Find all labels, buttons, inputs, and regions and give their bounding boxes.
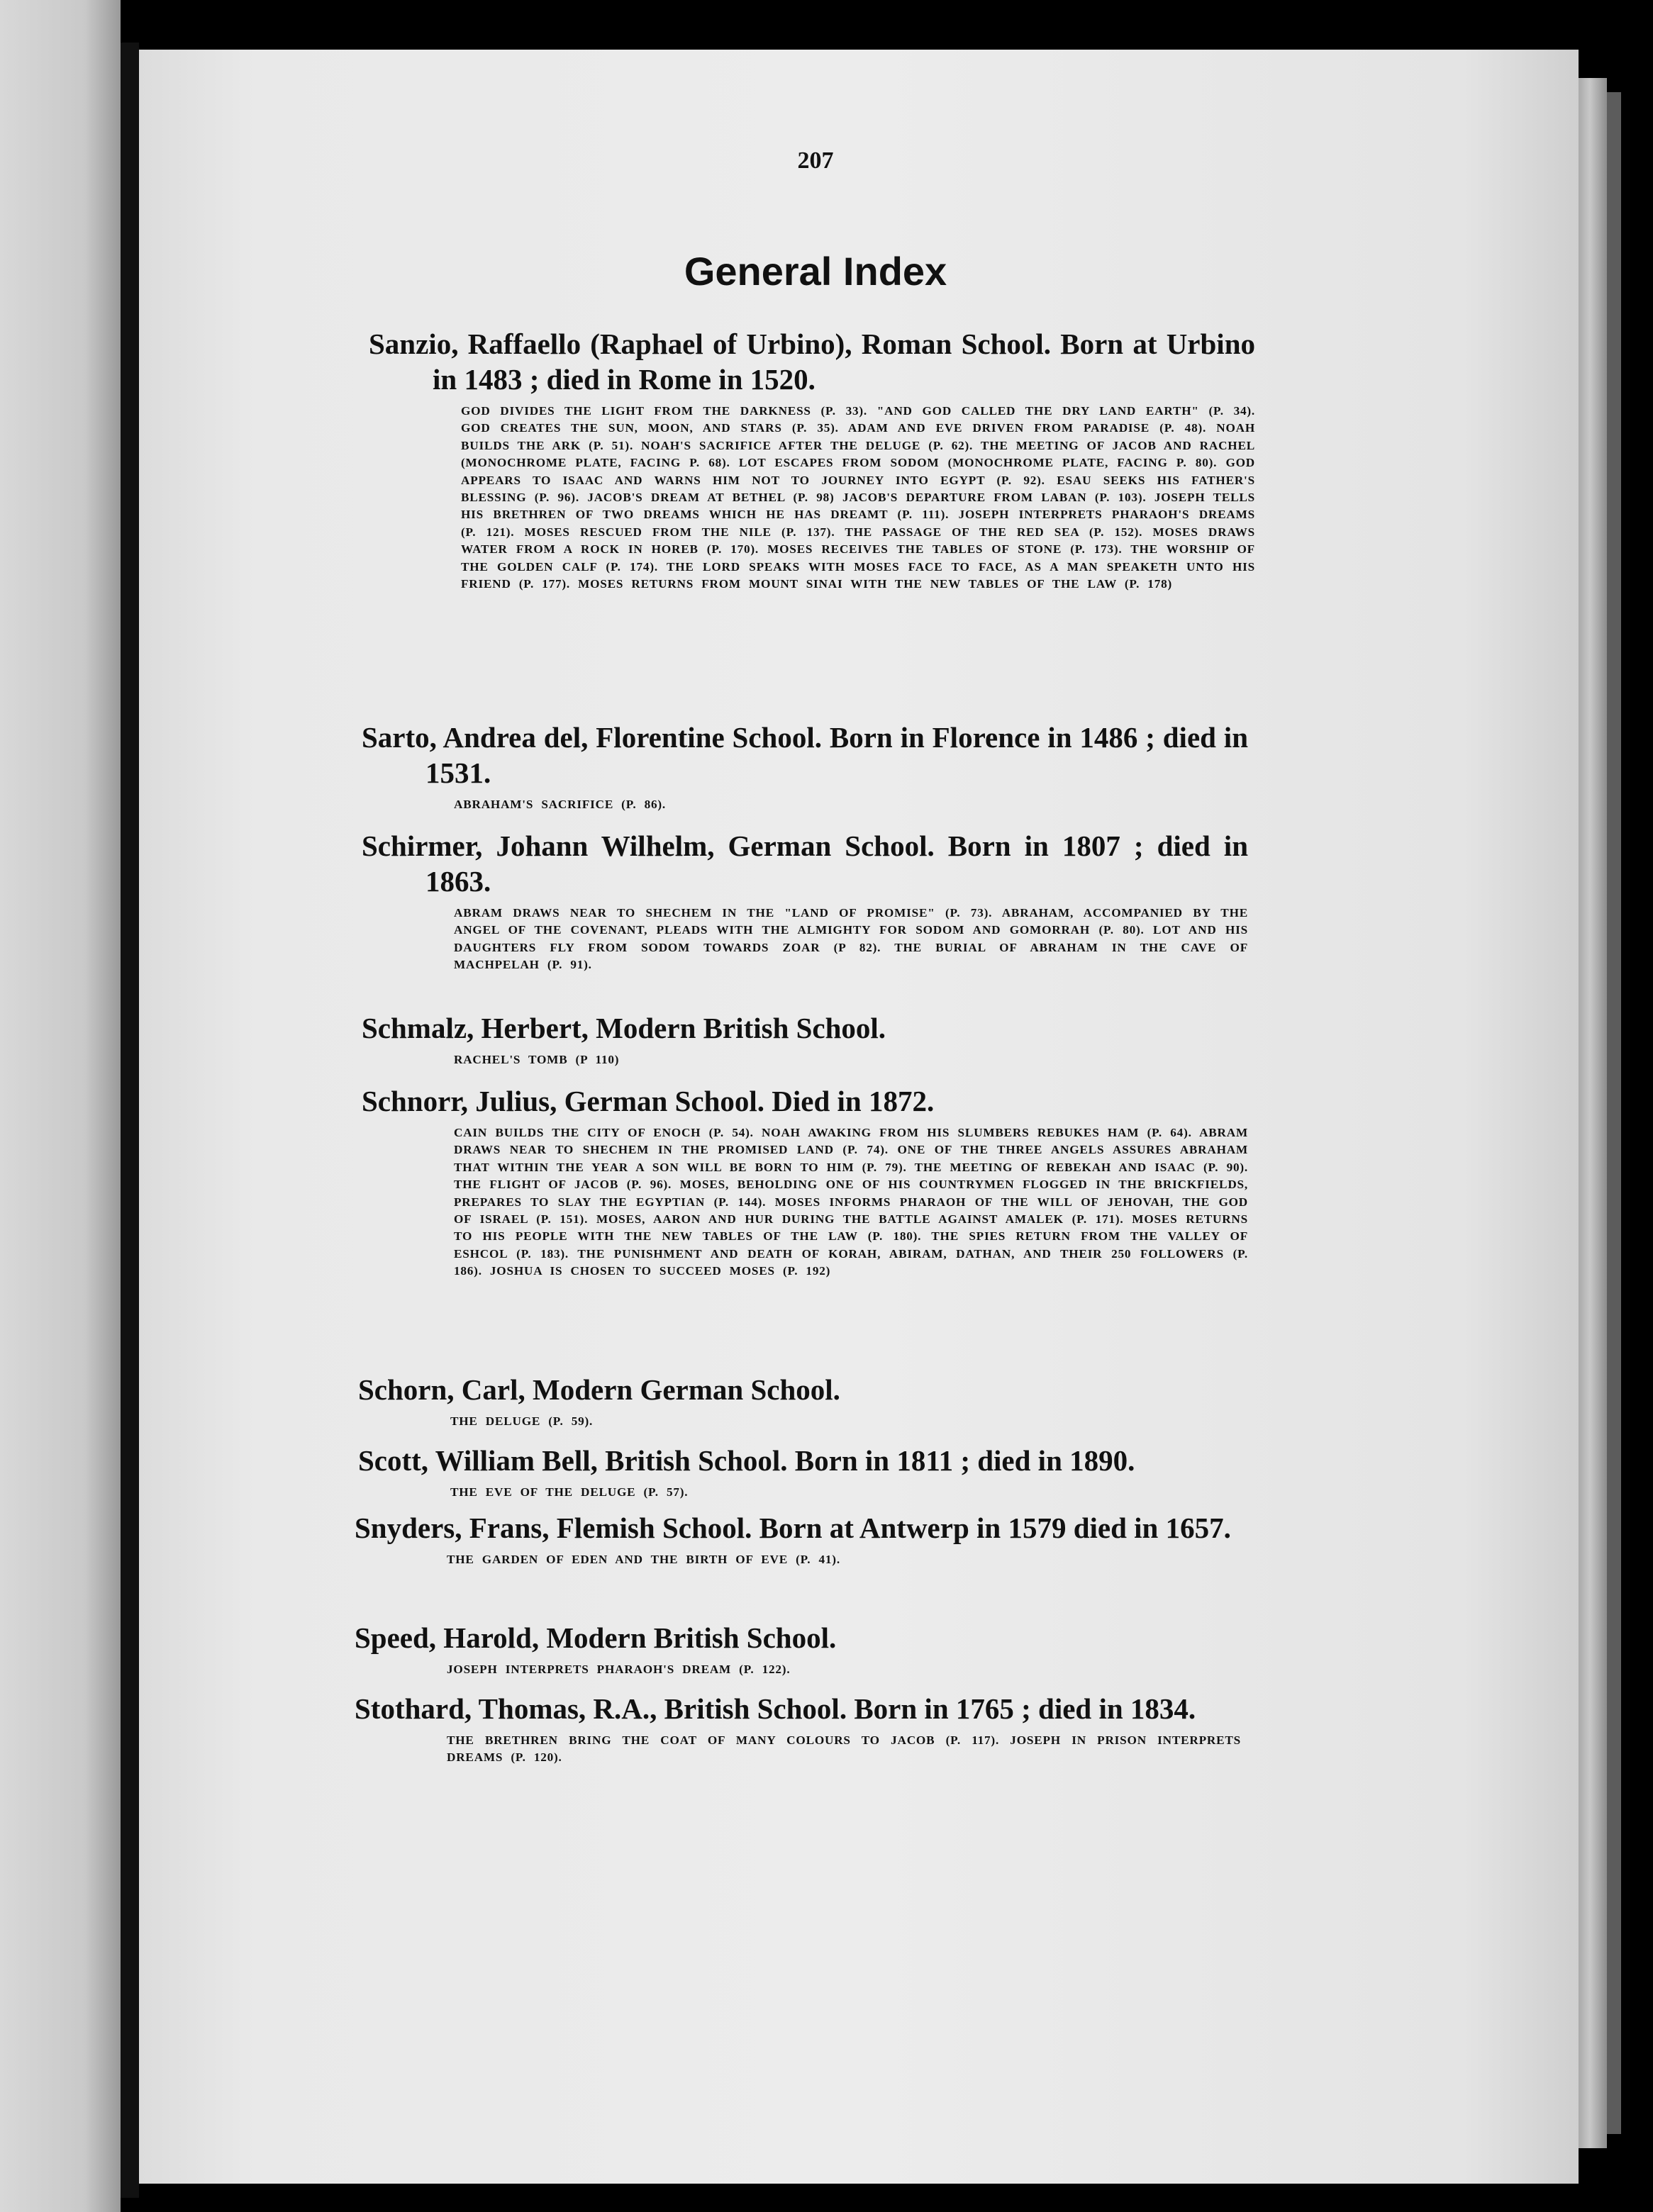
entry-works: GOD DIVIDES THE LIGHT FROM THE DARKNESS (P. 33). "AND GOD CALLED THE DRY LAND EARTH" (P. 34). GOD CREATES THE SUN, MOON, AND STARS (P. 35). ADAM AND EVE DRIVEN FROM PARADISE (P. 48). NOAH BUILDS THE ARK (P. 51). NOAH'S SACRIFICE AFTER THE DELUGE (P. 62). THE MEETING OF JACOB AND RACHEL (MONOCHROME PLATE, FACING P. 68). LOT ESCAPES FROM SODOM (MONOCHROME PLATE, FACING P. 80). GOD APPEARS TO ISAAC AND WARNS HIM NOT TO JOURNEY INTO EGYPT (P. 92). ESAU SEEKS HIS FATHER'S BLESSING (P. 96). JACOB'S DREAM AT BETHEL (P. 98) JACOB'S DEPARTURE FROM LABAN (P. 103). JOSEPH TELLS HIS BRETHREN OF TWO DREAMS WHICH HE HAS DREAMT (P. 111). JOSEPH INTERPRETS PHARAOH'S DREAMS (P. 121). MOSES RESCUED FROM THE NILE (P. 137). THE PASSAGE OF THE RED SEA (P. 152). MOSES DRAWS WATER FROM A ROCK IN HOREB (P. 170). MOSES RECEIVES THE TABLES OF STONE (P. 173). THE WORSHIP OF THE GOLDEN CALF (P. 174). THE LORD SPEAKS WITH MOSES FACE TO FACE, AS A MAN SPEAKETH UNTO HIS FRIEND (P. 177). MOSES RETURNS FROM MOUNT SINAI WITH THE NEW TABLES OF THE LAW (P. 178): [461, 404, 1255, 591]
entry-works: ABRAM DRAWS NEAR TO SHECHEM IN THE "LAND OF PROMISE" (P. 73). ABRAHAM, ACCOMPANIED BY THE ANGEL OF THE COVENANT, PLEADS WITH THE ALMIGHTY FOR SODOM AND GOMORRAH (P. 80). LOT AND HIS DAUGHTERS FLY FROM SODOM TOWARDS ZOAR (P 82). THE BURIAL OF ABRAHAM IN THE CAVE OF MACHPELAH (P. 91).: [454, 906, 1248, 972]
entry-heading: Scott, William Bell, British School. Born in 1811 ; died in 1890.: [358, 1444, 1135, 1477]
index-entry-scott: [358, 1443, 1245, 1501]
index-entry-speed: [355, 1620, 1241, 1678]
entry-works: THE DELUGE (P. 59).: [450, 1414, 594, 1428]
index-entry-sarto: [362, 720, 1248, 813]
entry-heading: Schnorr, Julius, German School. Died in 1872.: [362, 1085, 935, 1117]
entry-heading: Speed, Harold, Modern British School.: [355, 1621, 837, 1654]
entry-works: JOSEPH INTERPRETS PHARAOH'S DREAM (P. 122).: [447, 1663, 791, 1676]
entry-heading: Snyders, Frans, Flemish School. Born at Antwerp in 1579 died in 1657.: [355, 1512, 1231, 1544]
index-entry-snyders: [355, 1510, 1241, 1568]
entry-heading: Sanzio, Raffaello (Raphael of Urbino), Roman School. Born at Urbino in 1483 ; died in Rome in 1520.: [369, 328, 1255, 396]
page-number: 207: [797, 147, 834, 174]
page-title: General Index: [684, 249, 947, 294]
entry-works: THE EVE OF THE DELUGE (P. 57).: [450, 1485, 689, 1499]
entry-works: THE GARDEN OF EDEN AND THE BIRTH OF EVE (P. 41).: [447, 1553, 840, 1566]
entry-heading: Stothard, Thomas, R.A., British School. Born in 1765 ; died in 1834.: [355, 1692, 1196, 1725]
entry-heading: Schorn, Carl, Modern German School.: [358, 1373, 840, 1406]
entry-heading: Schmalz, Herbert, Modern British School.: [362, 1012, 886, 1044]
index-entry-sanzio: [369, 326, 1255, 593]
entry-works: CAIN BUILDS THE CITY OF ENOCH (P. 54). NOAH AWAKING FROM HIS SLUMBERS REBUKES HAM (P. 64). ABRAM DRAWS NEAR TO SHECHEM IN THE PROMISED LAND (P. 74). ONE OF THE THREE ANGELS ASSURES ABRAHAM THAT WITHIN THE YEAR A SON WILL BE BORN TO HIM (P. 79). THE MEETING OF REBEKAH AND ISAAC (P. 90). THE FLIGHT OF JACOB (P. 96). MOSES, BEHOLDING ONE OF HIS COUNTRYMEN FLOGGED IN THE BRICKFIELDS, PREPARES TO SLAY THE EGYPTIAN (P. 144). MOSES INFORMS PHARAOH OF THE WILL OF JEHOVAH, THE GOD OF ISRAEL (P. 151). MOSES, AARON AND HUR DURING THE BATTLE AGAINST AMALEK (P. 171). MOSES RETURNS TO HIS PEOPLE WITH THE NEW TABLES OF THE LAW (P. 180). THE SPIES RETURN FROM THE VALLEY OF ESHCOL (P. 183). THE PUNISHMENT AND DEATH OF KORAH, ABIRAM, DATHAN, AND THEIR 250 FOLLOWERS (P. 186). JOSHUA IS CHOSEN TO SUCCEED MOSES (P. 192): [454, 1126, 1248, 1278]
entry-works: THE BRETHREN BRING THE COAT OF MANY COLOURS TO JACOB (P. 117). JOSEPH IN PRISON INTERPRETS DREAMS (P. 120).: [447, 1733, 1241, 1765]
index-entry-stothard: [355, 1691, 1241, 1767]
index-entry-schmalz: [362, 1010, 1248, 1068]
entry-works: RACHEL'S TOMB (P 110): [454, 1053, 620, 1066]
index-entry-schirmer: [362, 828, 1248, 974]
index-entry-schorn: [358, 1372, 1245, 1430]
entry-heading: Schirmer, Johann Wilhelm, German School. Born in 1807 ; died in 1863.: [362, 830, 1248, 898]
entry-heading: Sarto, Andrea del, Florentine School. Born in Florence in 1486 ; died in 1531.: [362, 721, 1248, 789]
index-entry-schnorr: [362, 1083, 1248, 1280]
entry-works: ABRAHAM'S SACRIFICE (P. 86).: [454, 798, 667, 811]
